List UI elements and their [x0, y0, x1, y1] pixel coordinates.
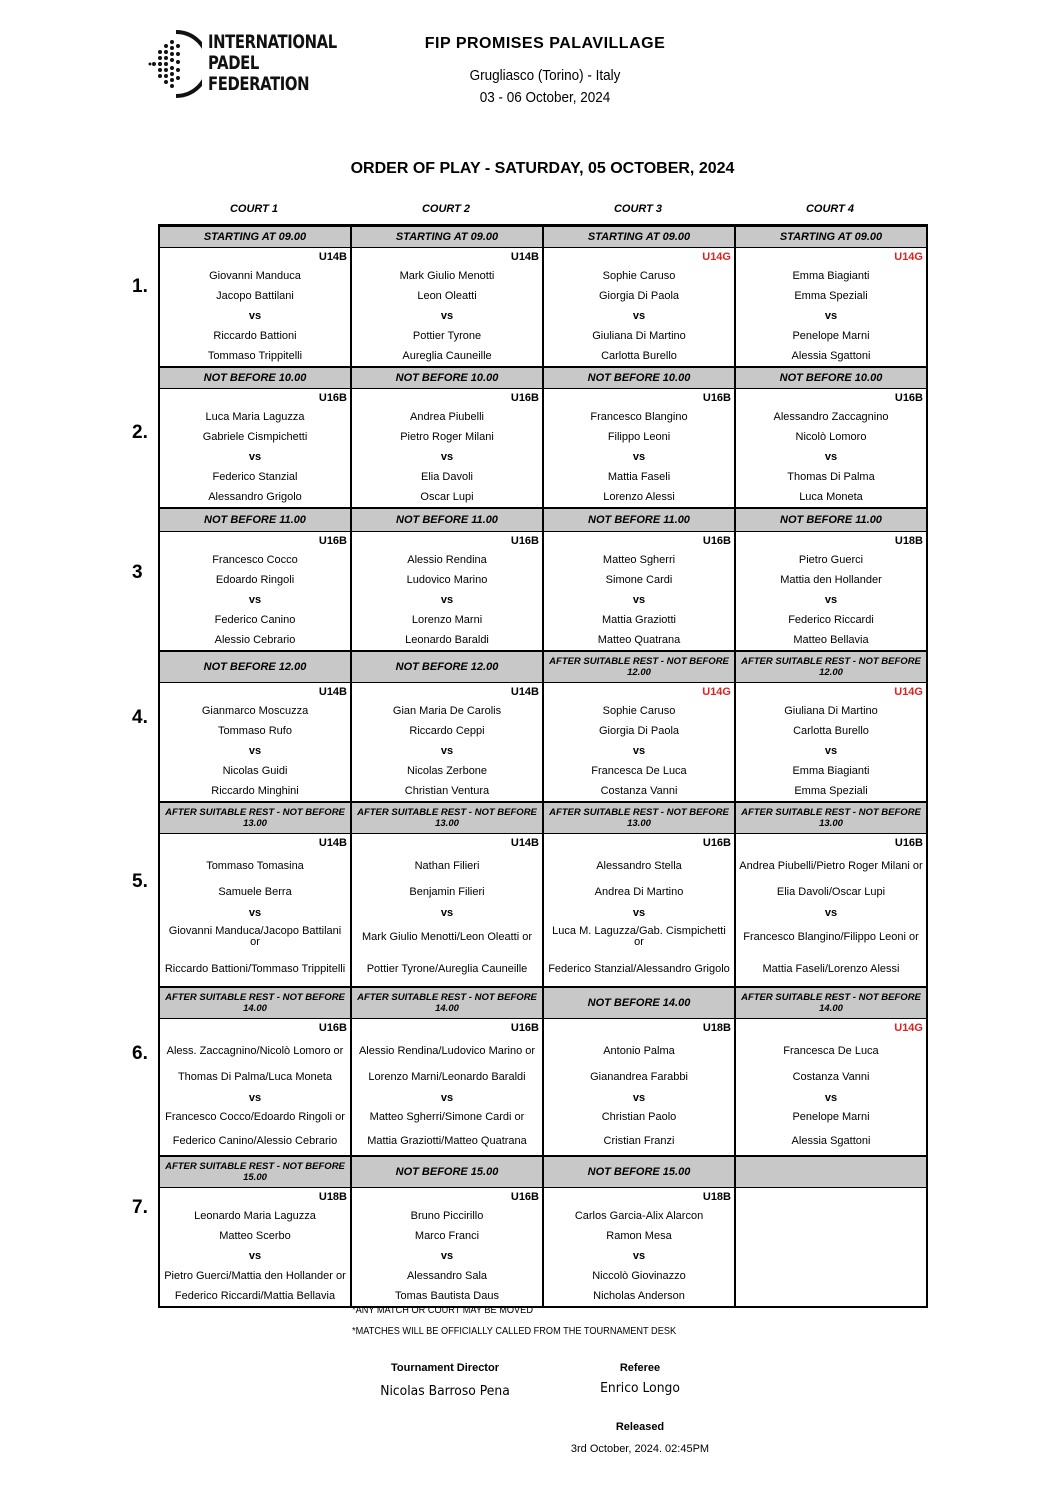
round-6-row-5	[159, 1089, 927, 1107]
versus-label: vs	[159, 590, 351, 610]
category-badge: U14G	[543, 248, 735, 267]
team-2-player: Federico Canino/Alessio Cebrario	[159, 1127, 351, 1156]
start-time-court-3: NOT BEFORE 11.00	[543, 508, 735, 532]
round-7-row-1	[159, 1156, 927, 1188]
team-2-player: Elia Davoli	[351, 467, 543, 487]
logo-line-1: INTERNATIONAL	[208, 31, 337, 53]
order-of-play-table	[158, 224, 928, 1308]
round-7-row-3	[159, 1206, 927, 1226]
team-1-player: Gian Maria De Carolis	[351, 701, 543, 721]
tournament-dates: 03 - 06 October, 2024	[479, 89, 611, 106]
team-1-player	[735, 1226, 927, 1246]
team-1-player	[735, 1206, 927, 1226]
team-1-player: Bruno Piccirillo	[351, 1206, 543, 1226]
round-4-row-3	[159, 701, 927, 721]
team-2-player: Oscar Lupi	[351, 487, 543, 508]
team-2-player: Riccardo Battioni/Tommaso Trippitelli	[159, 952, 351, 987]
team-1-player: Thomas Di Palma/Luca Moneta	[159, 1065, 351, 1089]
versus-label: vs	[159, 1089, 351, 1107]
team-1-player: Emma Biagianti	[735, 266, 927, 286]
released-value: 3rd October, 2024. 02:45PM	[570, 1443, 710, 1455]
team-1-player: Gabriele Cismpichetti	[159, 427, 351, 447]
category-badge: U14B	[159, 683, 351, 702]
round-2-row-1	[159, 367, 927, 389]
note-moved: *ANY MATCH OR COURT MAY BE MOVED	[352, 1305, 533, 1316]
team-1-player: Aless. Zaccagnino/Nicolò Lomoro or	[159, 1037, 351, 1065]
team-1-player: Ludovico Marino	[351, 570, 543, 590]
team-1-player: Nathan Filieri	[351, 852, 543, 880]
round-1-row-3	[159, 266, 927, 286]
team-1-player: Tommaso Rufo	[159, 721, 351, 741]
team-2-player: Francesca De Luca	[543, 761, 735, 781]
team-1-player: Emma Speziali	[735, 286, 927, 306]
team-1-player: Lorenzo Marni/Leonardo Baraldi	[351, 1065, 543, 1089]
team-2-player: Federico Riccardi/Mattia Bellavia	[159, 1286, 351, 1307]
team-2-player: Matteo Bellavia	[735, 630, 927, 651]
team-2-player: Penelope Marni	[735, 326, 927, 346]
team-1-player: Francesco Blangino	[543, 407, 735, 427]
team-2-player	[735, 1286, 927, 1307]
logo-wordmark	[208, 32, 337, 95]
round-3-row-4	[159, 570, 927, 590]
category-badge: U16B	[351, 389, 543, 408]
team-2-player: Matteo Sgherri/Simone Cardi or	[351, 1107, 543, 1127]
team-2-player: Mattia Faseli	[543, 467, 735, 487]
round-6-row-3	[159, 1037, 927, 1065]
category-badge: U16B	[543, 389, 735, 408]
round-4-row-7	[159, 781, 927, 802]
team-1-player: Andrea Di Martino	[543, 880, 735, 904]
round-3-row-2	[159, 532, 927, 551]
round-3-row-6	[159, 610, 927, 630]
team-2-player: Lorenzo Marni	[351, 610, 543, 630]
versus-label: vs	[543, 1089, 735, 1107]
category-badge: U16B	[735, 389, 927, 408]
court-header-1: COURT 1	[229, 203, 279, 215]
team-2-player: Giovanni Manduca/Jacopo Battilani or	[159, 922, 351, 952]
team-1-player: Andrea Piubelli	[351, 407, 543, 427]
team-2-player: Alessandro Sala	[351, 1266, 543, 1286]
versus-label: vs	[735, 590, 927, 610]
team-1-player: Ramon Mesa	[543, 1226, 735, 1246]
round-3-row-1	[159, 508, 927, 532]
team-2-player: Giuliana Di Martino	[543, 326, 735, 346]
round-6-row-4	[159, 1065, 927, 1089]
round-number: 2.	[132, 422, 148, 443]
team-2-player: Tomas Bautista Daus	[351, 1286, 543, 1307]
category-badge: U18B	[735, 532, 927, 551]
round-6-row-2	[159, 1019, 927, 1038]
padel-ball-icon	[142, 28, 202, 100]
team-2-player: Alessandro Grigolo	[159, 487, 351, 508]
category-badge: U16B	[543, 532, 735, 551]
team-1-player: Costanza Vanni	[735, 1065, 927, 1089]
versus-label	[735, 1246, 927, 1266]
team-2-player: Mattia Graziotti/Matteo Quatrana	[351, 1127, 543, 1156]
round-1-row-4	[159, 286, 927, 306]
team-2-player: Thomas Di Palma	[735, 467, 927, 487]
category-badge: U18B	[543, 1188, 735, 1207]
start-time-court-1: AFTER SUITABLE REST - NOT BEFORE 15.00	[159, 1156, 351, 1188]
versus-label: vs	[351, 904, 543, 922]
category-badge: U16B	[735, 834, 927, 853]
team-2-player	[735, 1266, 927, 1286]
team-2-player: Riccardo Minghini	[159, 781, 351, 802]
round-1-row-5	[159, 306, 927, 326]
category-badge: U16B	[159, 389, 351, 408]
versus-label: vs	[735, 447, 927, 467]
team-2-player: Tommaso Trippitelli	[159, 346, 351, 367]
team-2-player: Mattia Faseli/Lorenzo Alessi	[735, 952, 927, 987]
team-1-player: Mark Giulio Menotti	[351, 266, 543, 286]
versus-label: vs	[735, 306, 927, 326]
start-time-court-1: AFTER SUITABLE REST - NOT BEFORE 14.00	[159, 987, 351, 1019]
team-1-player: Gianmarco Moscuzza	[159, 701, 351, 721]
versus-label: vs	[543, 741, 735, 761]
round-2-row-3	[159, 407, 927, 427]
versus-label: vs	[351, 1246, 543, 1266]
start-time-court-4	[735, 1156, 927, 1188]
round-2-row-5	[159, 447, 927, 467]
team-1-player: Riccardo Ceppi	[351, 721, 543, 741]
versus-label: vs	[735, 904, 927, 922]
versus-label: vs	[543, 904, 735, 922]
category-badge	[735, 1188, 927, 1207]
start-time-court-1: STARTING AT 09.00	[159, 226, 351, 248]
start-time-court-1: NOT BEFORE 10.00	[159, 367, 351, 389]
team-2-player: Pietro Guerci/Mattia den Hollander or	[159, 1266, 351, 1286]
category-badge: U14B	[159, 248, 351, 267]
team-1-player: Matteo Scerbo	[159, 1226, 351, 1246]
team-1-player: Luca Maria Laguzza	[159, 407, 351, 427]
team-1-player: Elia Davoli/Oscar Lupi	[735, 880, 927, 904]
category-badge: U14G	[735, 248, 927, 267]
versus-label: vs	[735, 741, 927, 761]
team-2-player: Christian Ventura	[351, 781, 543, 802]
round-3-row-5	[159, 590, 927, 610]
court-header-4: COURT 4	[805, 203, 855, 215]
round-5-row-7	[159, 952, 927, 987]
start-time-court-2: NOT BEFORE 15.00	[351, 1156, 543, 1188]
round-4-row-6	[159, 761, 927, 781]
versus-label: vs	[159, 1246, 351, 1266]
team-1-player: Pietro Roger Milani	[351, 427, 543, 447]
team-1-player: Tommaso Tomasina	[159, 852, 351, 880]
category-badge: U16B	[543, 834, 735, 853]
team-1-player: Alessandro Zaccagnino	[735, 407, 927, 427]
court-header-3: COURT 3	[613, 203, 663, 215]
round-4-row-4	[159, 721, 927, 741]
team-2-player: Nicholas Anderson	[543, 1286, 735, 1307]
category-badge: U18B	[543, 1019, 735, 1038]
versus-label: vs	[159, 447, 351, 467]
team-2-player: Leonardo Baraldi	[351, 630, 543, 651]
start-time-court-2: NOT BEFORE 12.00	[351, 651, 543, 683]
team-1-player: Antonio Palma	[543, 1037, 735, 1065]
category-badge: U16B	[351, 1019, 543, 1038]
category-badge: U14G	[735, 1019, 927, 1038]
referee-label: Referee	[619, 1362, 661, 1374]
round-2-row-4	[159, 427, 927, 447]
tournament-location: Grugliasco (Torino) - Italy	[469, 67, 621, 84]
team-2-player: Cristian Franzi	[543, 1127, 735, 1156]
team-1-player: Matteo Sgherri	[543, 550, 735, 570]
start-time-court-3: AFTER SUITABLE REST - NOT BEFORE 12.00	[543, 651, 735, 683]
round-number: 7.	[132, 1197, 148, 1218]
category-badge: U16B	[159, 532, 351, 551]
fip-logo	[142, 28, 342, 100]
start-time-court-1: AFTER SUITABLE REST - NOT BEFORE 13.00	[159, 802, 351, 834]
versus-label: vs	[351, 1089, 543, 1107]
team-1-player: Benjamin Filieri	[351, 880, 543, 904]
start-time-court-2: AFTER SUITABLE REST - NOT BEFORE 13.00	[351, 802, 543, 834]
team-1-player: Edoardo Ringoli	[159, 570, 351, 590]
category-badge: U14G	[735, 683, 927, 702]
tournament-title: FIP PROMISES PALAVILLAGE	[424, 35, 666, 52]
team-2-player: Emma Speziali	[735, 781, 927, 802]
round-4-row-2	[159, 683, 927, 702]
start-time-court-4: AFTER SUITABLE REST - NOT BEFORE 12.00	[735, 651, 927, 683]
start-time-court-2: AFTER SUITABLE REST - NOT BEFORE 14.00	[351, 987, 543, 1019]
team-1-player: Nicolò Lomoro	[735, 427, 927, 447]
start-time-court-2: NOT BEFORE 11.00	[351, 508, 543, 532]
round-2-row-2	[159, 389, 927, 408]
team-2-player: Aureglia Cauneille	[351, 346, 543, 367]
start-time-court-2: STARTING AT 09.00	[351, 226, 543, 248]
team-2-player: Nicolas Guidi	[159, 761, 351, 781]
team-1-player: Mattia den Hollander	[735, 570, 927, 590]
category-badge: U14B	[351, 683, 543, 702]
round-4-row-5	[159, 741, 927, 761]
versus-label: vs	[351, 306, 543, 326]
team-1-player: Francesca De Luca	[735, 1037, 927, 1065]
round-1-row-7	[159, 346, 927, 367]
team-2-player: Carlotta Burello	[543, 346, 735, 367]
round-6-row-7	[159, 1127, 927, 1156]
versus-label: vs	[351, 590, 543, 610]
category-badge: U16B	[351, 1188, 543, 1207]
team-1-player: Alessio Rendina	[351, 550, 543, 570]
round-5-row-6	[159, 922, 927, 952]
team-2-player: Pottier Tyrone	[351, 326, 543, 346]
category-badge: U18B	[159, 1188, 351, 1207]
director-name: Nicolas Barroso Pena	[380, 1384, 510, 1399]
start-time-court-3: STARTING AT 09.00	[543, 226, 735, 248]
category-badge: U16B	[351, 532, 543, 551]
start-time-court-4: NOT BEFORE 11.00	[735, 508, 927, 532]
note-called: *MATCHES WILL BE OFFICIALLY CALLED FROM THE TOURNAMENT DESK	[352, 1326, 677, 1337]
versus-label: vs	[543, 1246, 735, 1266]
round-3-row-7	[159, 630, 927, 651]
team-2-player: Mattia Graziotti	[543, 610, 735, 630]
round-1-row-2	[159, 248, 927, 267]
team-2-player: Francesco Blangino/Filippo Leoni or	[735, 922, 927, 952]
team-2-player: Penelope Marni	[735, 1107, 927, 1127]
team-2-player: Mark Giulio Menotti/Leon Oleatti or	[351, 922, 543, 952]
round-number: 4.	[132, 707, 148, 728]
team-2-player: Federico Canino	[159, 610, 351, 630]
round-1-row-1	[159, 226, 927, 248]
released-label: Released	[615, 1421, 665, 1433]
logo-line-2: PADEL	[208, 52, 259, 74]
team-1-player: Pietro Guerci	[735, 550, 927, 570]
start-time-court-3: AFTER SUITABLE REST - NOT BEFORE 13.00	[543, 802, 735, 834]
referee-name: Enrico Longo	[600, 1381, 680, 1396]
team-2-player: Riccardo Battioni	[159, 326, 351, 346]
team-2-player: Federico Stanzial/Alessandro Grigolo	[543, 952, 735, 987]
category-badge: U14B	[351, 834, 543, 853]
team-2-player: Costanza Vanni	[543, 781, 735, 802]
team-1-player: Giorgia Di Paola	[543, 721, 735, 741]
round-7-row-2	[159, 1188, 927, 1207]
round-6-row-6	[159, 1107, 927, 1127]
team-2-player: Niccolò Giovinazzo	[543, 1266, 735, 1286]
start-time-court-4: AFTER SUITABLE REST - NOT BEFORE 14.00	[735, 987, 927, 1019]
round-number: 3	[132, 562, 143, 583]
team-1-player: Leonardo Maria Laguzza	[159, 1206, 351, 1226]
team-1-player: Alessio Rendina/Ludovico Marino or	[351, 1037, 543, 1065]
round-5-row-2	[159, 834, 927, 853]
round-5-row-1	[159, 802, 927, 834]
round-number: 5.	[132, 871, 148, 892]
team-2-player: Christian Paolo	[543, 1107, 735, 1127]
team-1-player: Giovanni Manduca	[159, 266, 351, 286]
team-2-player: Alessia Sgattoni	[735, 346, 927, 367]
order-of-play-title: ORDER OF PLAY - SATURDAY, 05 OCTOBER, 2024	[350, 160, 735, 177]
team-2-player: Luca M. Laguzza/Gab. Cismpichetti or	[543, 922, 735, 952]
team-2-player: Luca Moneta	[735, 487, 927, 508]
round-5-row-4	[159, 880, 927, 904]
team-1-player: Samuele Berra	[159, 880, 351, 904]
team-1-player: Giuliana Di Martino	[735, 701, 927, 721]
team-1-player: Filippo Leoni	[543, 427, 735, 447]
team-1-player: Sophie Caruso	[543, 701, 735, 721]
round-number: 6.	[132, 1043, 148, 1064]
start-time-court-3: NOT BEFORE 10.00	[543, 367, 735, 389]
team-1-player: Leon Oleatti	[351, 286, 543, 306]
round-6-row-1	[159, 987, 927, 1019]
team-1-player: Francesco Cocco	[159, 550, 351, 570]
start-time-court-1: NOT BEFORE 12.00	[159, 651, 351, 683]
start-time-court-4: NOT BEFORE 10.00	[735, 367, 927, 389]
team-1-player: Alessandro Stella	[543, 852, 735, 880]
versus-label: vs	[159, 306, 351, 326]
round-5-row-5	[159, 904, 927, 922]
team-2-player: Lorenzo Alessi	[543, 487, 735, 508]
team-1-player: Gianandrea Farabbi	[543, 1065, 735, 1089]
round-5-row-3	[159, 852, 927, 880]
team-1-player: Sophie Caruso	[543, 266, 735, 286]
category-badge: U14G	[543, 683, 735, 702]
versus-label: vs	[735, 1089, 927, 1107]
team-1-player: Giorgia Di Paola	[543, 286, 735, 306]
round-7-row-6	[159, 1266, 927, 1286]
start-time-court-4: AFTER SUITABLE REST - NOT BEFORE 13.00	[735, 802, 927, 834]
versus-label: vs	[543, 306, 735, 326]
round-7-row-4	[159, 1226, 927, 1246]
team-1-player: Carlotta Burello	[735, 721, 927, 741]
team-1-player: Jacopo Battilani	[159, 286, 351, 306]
versus-label: vs	[543, 590, 735, 610]
team-1-player: Marco Franci	[351, 1226, 543, 1246]
team-2-player: Nicolas Zerbone	[351, 761, 543, 781]
team-2-player: Matteo Quatrana	[543, 630, 735, 651]
start-time-court-2: NOT BEFORE 10.00	[351, 367, 543, 389]
logo-line-3: FEDERATION	[208, 73, 310, 95]
category-badge: U16B	[159, 1019, 351, 1038]
round-7-row-7	[159, 1286, 927, 1307]
start-time-court-3: NOT BEFORE 15.00	[543, 1156, 735, 1188]
round-7-row-5	[159, 1246, 927, 1266]
round-1-row-6	[159, 326, 927, 346]
round-4-row-1	[159, 651, 927, 683]
start-time-court-4: STARTING AT 09.00	[735, 226, 927, 248]
director-label: Tournament Director	[391, 1362, 499, 1374]
team-2-player: Francesco Cocco/Edoardo Ringoli or	[159, 1107, 351, 1127]
category-badge: U14B	[159, 834, 351, 853]
team-1-player: Carlos Garcia-Alix Alarcon	[543, 1206, 735, 1226]
team-2-player: Pottier Tyrone/Aureglia Cauneille	[351, 952, 543, 987]
team-2-player: Alessia Sgattoni	[735, 1127, 927, 1156]
team-2-player: Federico Stanzial	[159, 467, 351, 487]
round-2-row-6	[159, 467, 927, 487]
round-3-row-3	[159, 550, 927, 570]
team-2-player: Federico Riccardi	[735, 610, 927, 630]
start-time-court-3: NOT BEFORE 14.00	[543, 987, 735, 1019]
versus-label: vs	[159, 741, 351, 761]
versus-label: vs	[351, 741, 543, 761]
start-time-court-1: NOT BEFORE 11.00	[159, 508, 351, 532]
team-2-player: Alessio Cebrario	[159, 630, 351, 651]
team-1-player: Simone Cardi	[543, 570, 735, 590]
versus-label: vs	[351, 447, 543, 467]
category-badge: U14B	[351, 248, 543, 267]
court-header-2: COURT 2	[421, 203, 471, 215]
team-2-player: Emma Biagianti	[735, 761, 927, 781]
round-number: 1.	[132, 276, 148, 297]
versus-label: vs	[543, 447, 735, 467]
team-1-player: Andrea Piubelli/Pietro Roger Milani or	[735, 852, 927, 880]
versus-label: vs	[159, 904, 351, 922]
round-2-row-7	[159, 487, 927, 508]
